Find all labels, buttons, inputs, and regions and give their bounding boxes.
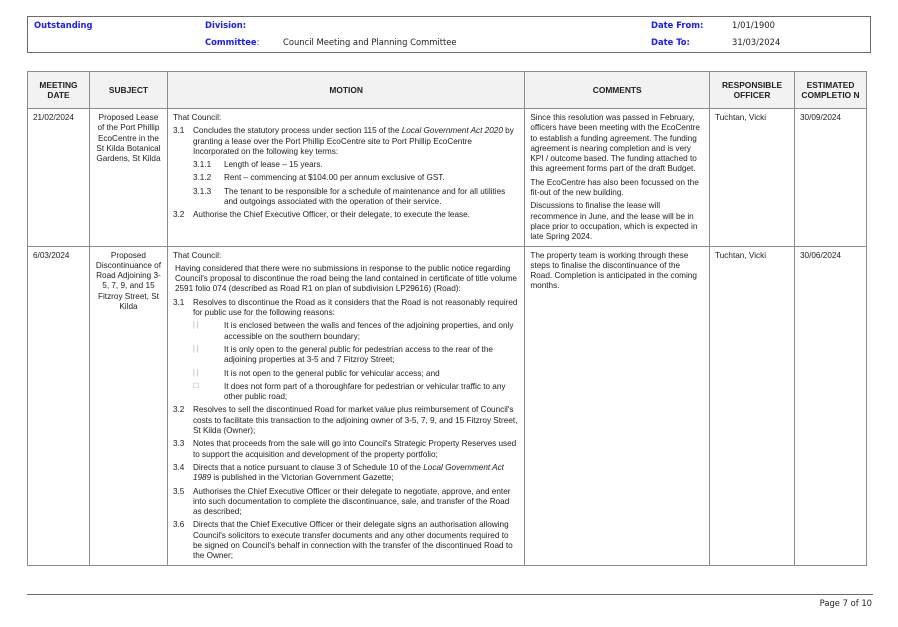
motion-subitem-text: Length of lease – 15 years. [223,160,323,170]
table-row [28,246,867,565]
report-title: Outstanding [34,20,93,30]
motion-bullet [193,345,519,366]
motion-subitem-number: 3.1.2 [192,173,212,183]
bullet-glyph-icon: | | [192,322,199,330]
column-header-comments: COMMENTS [525,72,710,109]
motion-item-number: 3.5 [172,486,185,496]
date-to-label: Date To: [651,37,690,47]
motion-item-number: 3.6 [172,520,185,530]
motion-item [173,126,519,157]
motion-text-part: Concludes the statutory process under section 115 of the [192,126,402,136]
motion-text-part: is published in the Victorian Government Gazette; [211,473,394,483]
motion-item [173,439,519,460]
bullet-glyph-icon: ☐ [192,382,200,390]
motion-bullet [193,369,519,379]
motion-bullet-text: It is enclosed between the walls and fences of the adjoining properties, and only accessible on the southern boundary; [223,321,514,341]
motion-item-text [193,126,519,157]
column-header-responsible-officer: RESPONSIBLE OFFICER [710,72,795,109]
motion-item [173,463,519,484]
motion-item-text: Resolves to sell the discontinued Road for market value plus reimbursement of Council's costs to facilitate this transaction to the adjoining owner of 3-5, 7, 9, and 15 Fitzroy Street, St Kilda (Owner); [192,405,518,436]
act-name-italic: Local Government Act 1989 [192,462,504,483]
report-header [27,16,871,53]
motion-item-text: Authorise the Chief Executive Officer, or their delegate, to execute the lease. [192,210,470,220]
motion-item [173,210,519,220]
estimated-completion-cell: 30/09/2024 [795,109,867,247]
motion-subitem [193,173,519,183]
page-number: Page 7 of 10 [819,598,872,608]
motion-subitem [193,187,519,208]
column-header-meeting-date: MEETING DATE [28,72,90,109]
motion-subitem-text: The tenant to be responsible for a schedule of maintenance and for all utilities and outgoings associated with the operation of their service. [223,186,506,207]
bullet-glyph-icon: | | [192,369,199,377]
subject-cell: Proposed Lease of the Port Phillip EcoCentre in the St Kilda Botanical Gardens, St Kilda [89,109,167,247]
estimated-completion-cell: 30/06/2024 [795,246,867,565]
motion-item-number: 3.3 [172,439,185,449]
motion-bullet-text: It is not open to the general public for vehicular access; and [223,368,440,378]
date-to-value: 31/03/2024 [732,37,781,47]
motion-bullet [193,321,519,342]
committee-value: Council Meeting and Planning Committee [283,37,457,47]
division-label: Division: [205,20,247,30]
motion-subitem [193,160,519,170]
motion-item-text [193,463,519,484]
outstanding-motions-table [27,71,867,566]
meeting-date-cell: 21/02/2024 [28,109,90,247]
bullet-glyph-icon: | | [192,345,199,353]
comment-paragraph: The property team is working through these steps to finalise the discontinuance of the Road. Completion is anticipated in the coming months. [530,250,697,291]
date-from-value: 1/01/1900 [732,20,775,30]
date-from-label: Date From: [651,20,704,30]
table-row [28,109,867,247]
motion-preamble: Having considered that there were no submissions in response to the public notice regarding Council's proposal to discontinue the road being the land contained in certificate of title volume 2591 folio 074 (described as Road R1 on plan of subdivision LP29616) (Road): [174,263,517,294]
motion-bullet-text: It is only open to the general public for pedestrian access to the rear of the adjoining properties at 3-5 and 7 Fitzroy Street; [223,344,493,365]
motion-item-number: 3.2 [172,210,185,220]
motion-item-text: Directs that the Chief Executive Officer or their delegate signs an authorisation allowing Council's solicitors to execute transfer documents and any other documents required to be signed on Council's behalf in connection with the transfer of the discontinued Road to the Owner; [192,520,513,561]
motion-cell [167,246,524,565]
motion-item-text: Resolves to discontinue the Road as it considers that the Road is not reasonably required for public use for the following reasons: [192,297,518,318]
motion-subitem-text: Rent – commencing at $104.00 per annum exclusive of GST. [223,173,445,183]
motion-item [173,520,519,561]
motion-bullet [193,382,519,403]
motion-subitem-number: 3.1.1 [192,160,212,170]
motion-intro: That Council: [172,113,222,122]
subject-cell: Proposed Discontinuance of Road Adjoining 3-5, 7, 9, and 15 Fitzroy Street, St Kilda [89,246,167,565]
committee-label-wrap [205,37,259,47]
motion-item-number: 3.4 [172,462,185,472]
column-header-subject: SUBJECT [89,72,167,109]
act-name-italic: Local Government Act 2020 [401,126,503,136]
committee-label: Committee [205,37,257,47]
footer-divider [27,594,873,595]
committee-colon: : [256,37,260,47]
motion-item [173,298,519,319]
motion-cell [167,109,524,247]
comment-paragraph: Since this resolution was passed in February, officers have been meeting with the EcoCentre to establish a funding agreement. The funding agreement is nearing completion and is very KPI / outcome based. The funding attached to this agreement forms part of the draft Budget. [530,113,700,174]
motion-text-part: by granting a lease over the Port Phillip EcoCentre site to Port Phillip EcoCentre Incorporated on the following key terms: [192,126,514,156]
motion-text-part: Directs that a notice pursuant to clause 3 of Schedule 10 of the [192,462,424,472]
meeting-date-cell: 6/03/2024 [28,246,90,565]
comment-paragraph: The EcoCentre has also been focussed on the fit-out of the new building. [530,177,699,198]
motion-item [173,405,519,436]
column-header-motion: MOTION [167,72,524,109]
motion-item-number: 3.2 [172,405,185,415]
comments-cell [525,109,710,247]
motion-subitem-number: 3.1.3 [192,186,212,196]
motion-bullet-text: It does not form part of a thoroughfare for pedestrian or vehicular traffic to any other public road; [223,381,506,402]
motion-item-number: 3.1 [172,126,185,136]
motion-item [173,487,519,518]
responsible-officer-cell: Tuchtan, Vicki [710,109,795,247]
motion-item-text: Authorises the Chief Executive Officer or their delegate to negotiate, approve, and enter into such documentation to complete the discontinuance, sale, and transfer of the Road as described; [192,486,511,517]
table-header-row [28,72,867,109]
comments-cell [525,246,710,565]
motion-item-number: 3.1 [172,297,185,307]
responsible-officer-cell: Tuchtan, Vicki [710,246,795,565]
comment-paragraph: Discussions to finalise the lease will recommence in June, and the lease will be in place prior to occupation, which is expected in late Spring 2024. [530,201,698,242]
column-header-estimated-completion: ESTIMATED COMPLETIO N [795,72,867,109]
motion-item-text: Notes that proceeds from the sale will go into Council's Strategic Property Reserves used to support the acquisition and development of the property portfolio; [192,439,517,459]
motion-intro: That Council: [172,250,222,260]
